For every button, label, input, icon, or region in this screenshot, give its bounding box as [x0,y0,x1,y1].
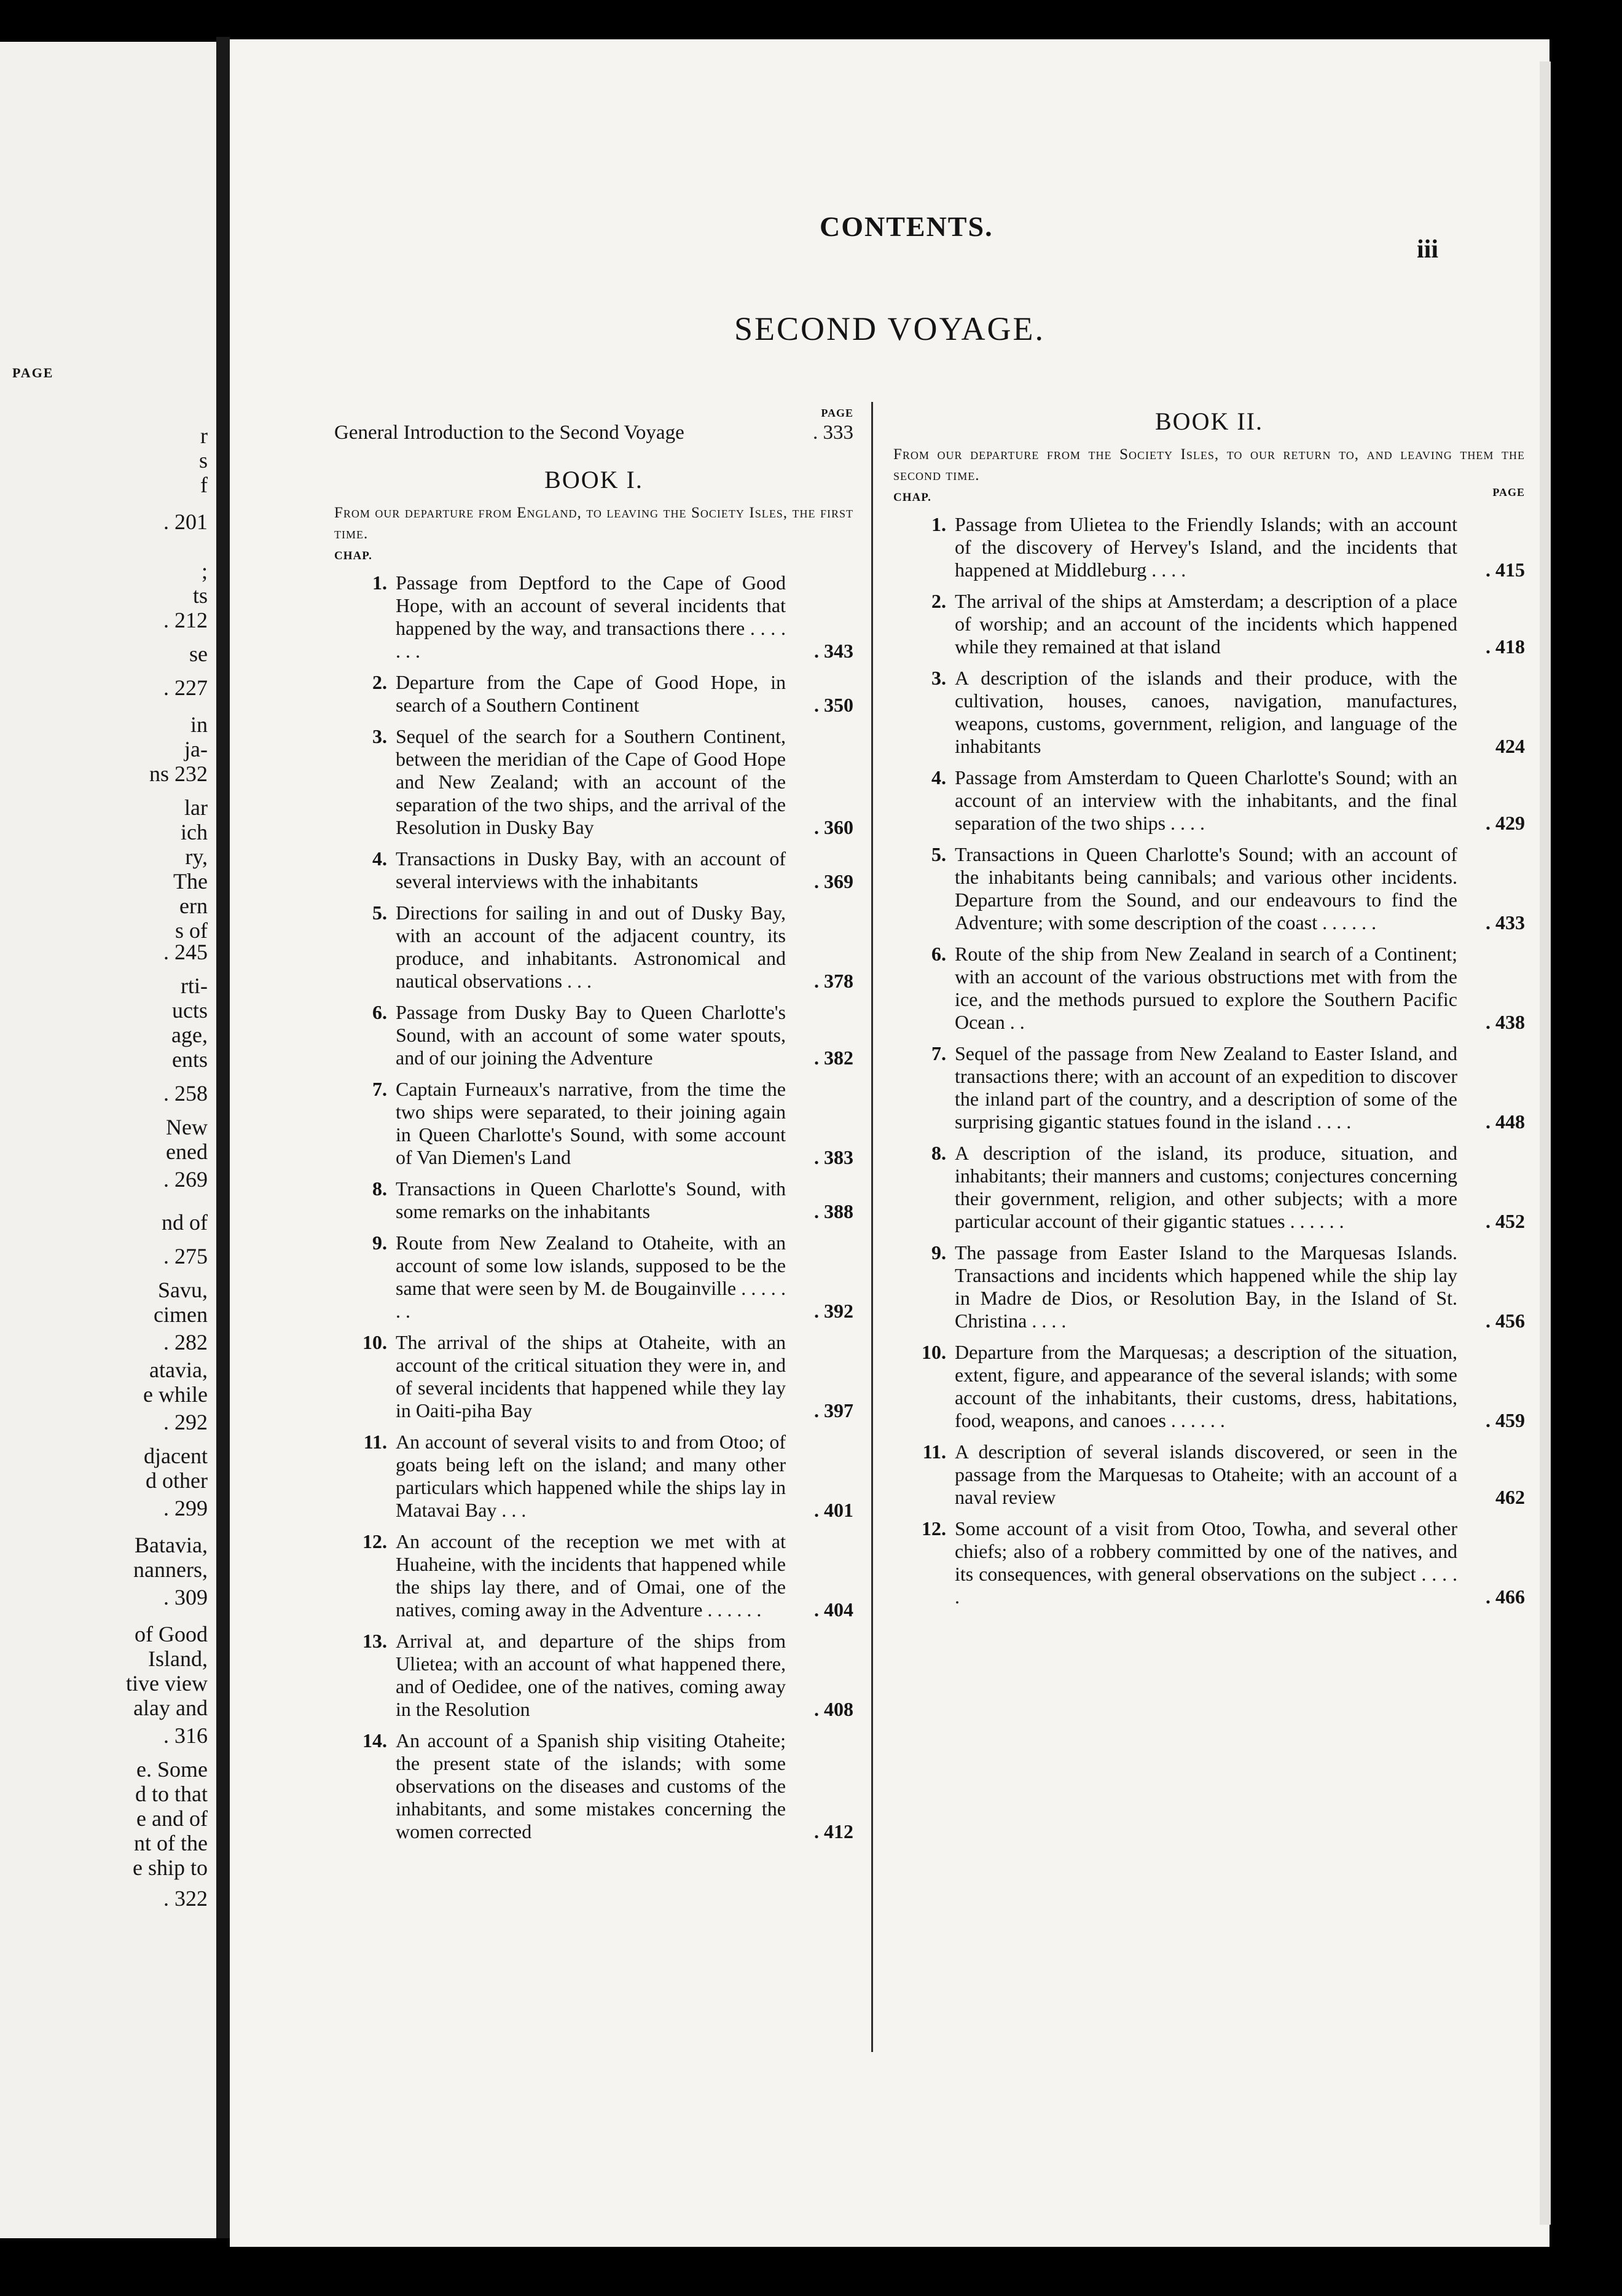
toc-entry [334,1729,853,1843]
left-page-line: nd of [162,1210,208,1235]
chapter-number: 6. [372,1001,387,1023]
toc-entry [334,671,853,717]
left-page-line: . 309 [163,1585,208,1610]
toc-entry [893,590,1525,658]
left-page-line: se [189,642,208,666]
voyage-title: SECOND VOYAGE. [734,310,1046,347]
left-page-line: in [190,712,208,737]
page-number: . 408 [814,1698,853,1720]
left-page-line: e ship to [133,1855,208,1880]
left-page-line: alay and [133,1696,208,1720]
chapter-description: A description of the island, its produce, situation, and inhabitants; their manners and customs; conjectures concerning their government, religion, and other subjects; with a more particular account of their gigantic statues . . . . . . [955,1142,1457,1232]
chapter-description: Some account of a visit from Otoo, Towha, and several other chiefs; also of a robbery committed by one of the natives, and its consequences, with general observations on the subject . . . . . [955,1517,1457,1608]
page-number: . 418 [1486,635,1525,658]
chapter-label: CHAP. [893,491,931,504]
chapter-number: 14. [362,1729,387,1751]
toc-entry [334,1530,853,1621]
page-number: . 388 [814,1200,853,1222]
column-rule [871,402,873,2052]
left-page-line: ern [179,894,208,918]
page-number: . 383 [814,1146,853,1168]
chapter-number: 7. [372,1078,387,1100]
left-page-line: ich [181,820,208,844]
left-page-line: s of [175,918,208,943]
page-number: . 401 [814,1499,853,1521]
page-number: . 378 [814,970,853,992]
chapter-number: 8. [372,1177,387,1200]
chapter-description: Passage from Amsterdam to Queen Charlotte's Sound; with an account of an interview with the inhabitants, and the final separation of the two ships . . . . [955,766,1457,834]
chapter-description: The passage from Easter Island to the Marquesas Islands. Transactions and incidents which happened while the ship lay in Madre de Dios, or Resolution Bay, in the Island of St. Christina . . . . [955,1241,1457,1332]
page-number: . 429 [1486,812,1525,834]
toc-entry [334,847,853,893]
page-number: . 438 [1486,1011,1525,1033]
toc-entry [334,1232,853,1323]
toc-entry [893,1441,1525,1509]
page-number: . 412 [814,1820,853,1842]
toc-entry [893,1142,1525,1233]
left-page-line: ts [192,583,208,608]
left-page-line: . 299 [163,1496,208,1520]
page-number: 424 [1495,735,1525,757]
chapter-description: Departure from the Marquesas; a description of the situation, extent, figure, and appearance of the several islands; with some account of the inhabitants, their customs, dress, habitations, food, weapons, and canoes . . . . . . [955,1341,1457,1431]
toc-entry [334,1078,853,1169]
left-page-line: . 316 [163,1723,208,1748]
page-number: . 343 [814,640,853,662]
page-number: . 433 [1486,911,1525,934]
chapter-description: Arrival at, and departure of the ships from Ulietea; with an account of what happened there, and of Oedidee, one of the natives, coming away in the Resolution [396,1630,786,1720]
left-page-line: . 292 [163,1410,208,1434]
left-page-header: PAGE [12,365,54,380]
page-folio: iii [1417,235,1439,264]
left-page-line: New [166,1115,208,1139]
page-number: . 360 [814,816,853,838]
chapter-number: 13. [362,1630,387,1652]
left-page-line: . 269 [163,1167,208,1192]
left-page-line: . 245 [163,940,208,964]
chapter-number: 10. [922,1341,946,1363]
left-page-line: ened [166,1139,208,1164]
page-label: PAGE [1492,486,1525,498]
toc-entry [893,1042,1525,1133]
toc-entry [893,1517,1525,1608]
left-page-line: ry, [185,844,208,869]
left-page-line: rti- [181,973,208,998]
left-page-line: The [173,869,208,894]
chapter-description: Captain Furneaux's narrative, from the time the two ships were separated, to their joining again in Queen Charlotte's Sound, with some account of Van Diemen's Land [396,1078,786,1168]
chapter-description: Passage from Dusky Bay to Queen Charlotte's Sound, with an account of some water spouts, and of our joining the Adventure [396,1001,786,1069]
book-title: BOOK I. [544,466,643,493]
left-page-line: nanners, [133,1557,208,1582]
page-number: 462 [1495,1486,1525,1508]
left-column [334,407,853,1843]
left-page-line: atavia, [149,1358,208,1382]
chapter-number: 2. [931,590,946,612]
chapter-number: 12. [922,1517,946,1539]
book-subtitle: From our departure from England, to leaving the Society Isles, the first time. [334,505,853,542]
chapter-number: 4. [931,766,946,788]
chapter-description: Route of the ship from New Zealand in search of a Continent; with an account of the various obstructions met with from the ice, and the methods pursued to explore the Southern Pacific Ocean . . [955,943,1457,1033]
toc-entry [893,1341,1525,1432]
chapter-number: 12. [362,1530,387,1552]
chapter-number: 11. [922,1441,946,1463]
chapter-description: A description of the islands and their produce, with the cultivation, houses, canoes, navigation, manufactures, weapons, customs, government, religion, and language of the inhabitants [955,667,1457,757]
chapter-description: Sequel of the search for a Southern Continent, between the meridian of the Cape of Good Hope and New Zealand; with an account of the separation of the two ships, and the arrival of the Resolution in Dusky Bay [396,725,786,838]
page-number: . 466 [1486,1586,1525,1608]
chapter-description: Route from New Zealand to Otaheite, with an account of some low islands, supposed to be the same that were seen by M. de Bougainville . . . . . . . [396,1232,786,1322]
page-number: . 448 [1486,1111,1525,1133]
chapter-description: The arrival of the ships at Amsterdam; a description of a place of worship; and an account of the incidents which happened while they remained at that island [955,590,1457,658]
page-number: . 404 [814,1598,853,1621]
left-page-line: ents [172,1047,208,1072]
toc-entry [893,667,1525,758]
left-page-line: r [200,423,208,448]
chapter-description: Transactions in Dusky Bay, with an account of several interviews with the inhabitants [396,847,786,892]
left-page-line: nt of the [134,1831,208,1855]
chapter-description: An account of the reception we met with at Huaheine, with the incidents that happened while the ships lay there, and of Omai, one of the natives, coming away in the Adventure . . . . . . [396,1530,786,1621]
left-page-line: e while [143,1382,208,1407]
page-number: . 397 [814,1399,853,1421]
left-page-line: e. Some [136,1757,208,1782]
page-number: . 415 [1486,559,1525,581]
toc-entry [893,843,1525,934]
left-page-line: djacent [144,1444,208,1468]
chapter-number: 10. [362,1331,387,1353]
chapter-description: The arrival of the ships at Otaheite, with an account of the critical situation they were in, and of several incidents that happened while they lay in Oaiti-piha Bay [396,1331,786,1421]
chapter-number: 1. [372,572,387,594]
left-page-line: . 322 [163,1886,208,1911]
left-page-line: lar [184,795,208,820]
chapter-description: Directions for sailing in and out of Dusky Bay, with an account of the adjacent country, its produce, and inhabitants. Astronomical and nautical observations . . . [396,902,786,992]
page-number: . 350 [814,694,853,716]
intro-page: . 333 [813,422,853,444]
left-page-line: ; [201,559,208,583]
toc-entry [334,1177,853,1223]
toc-entry [334,1001,853,1069]
toc-entry [893,1241,1525,1332]
chapter-number: 5. [931,843,946,865]
chapter-number: 8. [931,1142,946,1164]
left-page-line: . 227 [163,675,208,700]
left-page-line: d other [146,1468,208,1493]
page-label: PAGE [821,407,853,419]
left-page-line: Batavia, [135,1533,208,1557]
chapter-number: 3. [372,725,387,747]
left-page-line: . 212 [163,608,208,632]
chapter-description: Transactions in Queen Charlotte's Sound, with some remarks on the inhabitants [396,1177,786,1222]
left-page-line: . 258 [163,1081,208,1106]
toc-entry [334,902,853,993]
page-number: . 459 [1486,1409,1525,1431]
chapter-description: Sequel of the passage from New Zealand to Easter Island, and transactions there; with an account of an expedition to discover the inland part of the country, and a description of some of the surprising gigantic statues found in the island . . . . [955,1042,1457,1133]
chapter-number: 7. [931,1042,946,1064]
left-page-fragment [0,42,216,2238]
chapter-number: 2. [372,671,387,693]
chapter-number: 9. [931,1241,946,1264]
chapter-description: Passage from Ulietea to the Friendly Islands; with an account of the discovery of Hervey's Island, and the incidents that happened at Middleburg . . . . [955,513,1457,581]
left-page-line: ucts [172,998,208,1023]
book-gutter [216,37,230,2238]
left-page-line: f [200,473,208,497]
chapter-description: An account of a Spanish ship visiting Otaheite; the present state of the islands; with some observations on the diseases and customs of the inhabitants, and some mistakes concerning the women corrected [396,1729,786,1842]
chapter-number: 11. [363,1431,387,1453]
toc-entry [334,572,853,662]
toc-entry [893,513,1525,581]
page-number: . 369 [814,870,853,892]
page-number: . 456 [1486,1310,1525,1332]
general-introduction [334,420,853,446]
toc-entry [334,1331,853,1422]
left-page-line: d to that [135,1782,208,1806]
page-number: . 392 [814,1300,853,1322]
left-page-line: e and of [136,1806,208,1831]
chapter-label: CHAP. [334,549,372,562]
chapter-number: 9. [372,1232,387,1254]
left-page-line: . 201 [163,509,208,534]
page-edge [1540,61,1551,2225]
right-column [893,407,1525,1608]
left-page-line: tive view [126,1671,208,1696]
intro-text: General Introduction to the Second Voyage [334,422,684,444]
left-page-line: . 282 [163,1330,208,1354]
left-page-line: ns 232 [149,761,208,786]
left-page-line: s [198,448,208,473]
chapter-description: An account of several visits to and from Otoo; of goats being left on the island; and many other particulars which happened while the ships lay in Matavai Bay . . . [396,1431,786,1521]
left-page-line: age, [171,1023,208,1047]
chapter-number: 5. [372,902,387,924]
left-page-line: cimen [154,1302,208,1327]
contents-page [230,39,1550,2247]
book-title: BOOK II. [1155,407,1263,435]
chapter-number: 1. [931,513,946,535]
chapter-number: 3. [931,667,946,689]
page-number: . 452 [1486,1210,1525,1232]
toc-entry [334,1630,853,1721]
toc-entry [893,766,1525,835]
left-page-line: Savu, [158,1278,208,1302]
left-page-line: ja- [184,737,208,761]
chapter-number: 6. [931,943,946,965]
book-subtitle: From our departure from the Society Isles, to our return to, and leaving them the second time. [893,446,1525,484]
left-page-line: Island, [148,1646,208,1671]
toc-entry [334,725,853,839]
page-number: . 382 [814,1047,853,1069]
running-head: CONTENTS. [820,211,993,242]
chapter-description: Passage from Deptford to the Cape of Good Hope, with an account of several incidents that happened by the way, and transactions there . . . . . . . [396,572,786,662]
left-page-line: . 275 [163,1244,208,1268]
chapter-description: A description of several islands discovered, or seen in the passage from the Marquesas to Otaheite; with an account of a naval review [955,1441,1457,1508]
left-page-line: of Good [135,1622,208,1646]
chapter-number: 4. [372,847,387,870]
chapter-description: Transactions in Queen Charlotte's Sound; with an account of the inhabitants being cannibals; and various other incidents. Departure from the Sound, and our endeavours to find the Adventure; with some description of the coast . . . . . . [955,843,1457,934]
toc-entry [334,1431,853,1522]
toc-entry [893,943,1525,1034]
chapter-description: Departure from the Cape of Good Hope, in search of a Southern Continent [396,671,786,716]
